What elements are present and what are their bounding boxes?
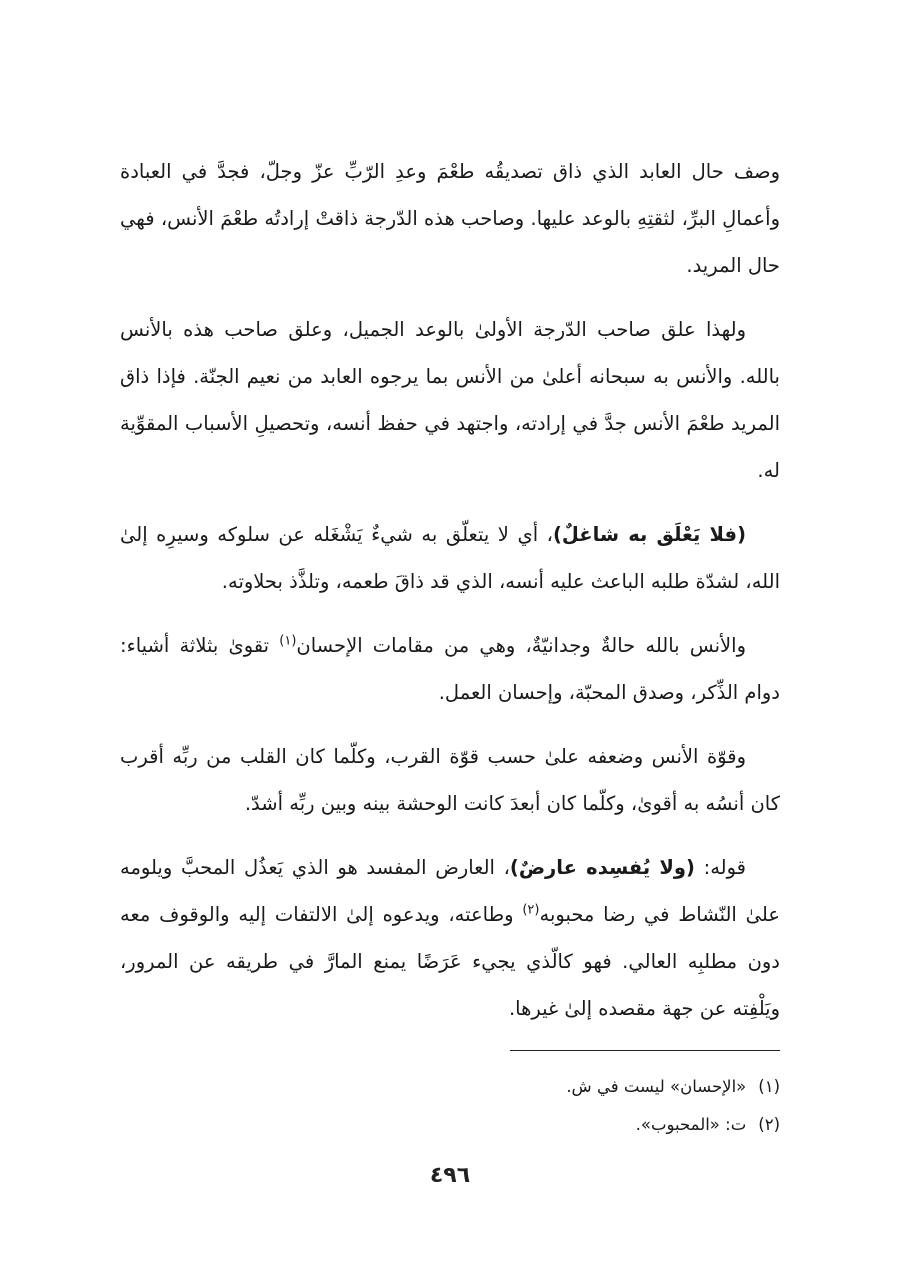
- paragraph-6-intro: قوله:: [694, 856, 746, 879]
- footnotes: [120, 1068, 780, 1144]
- quoted-phrase-no-corruption: (ولا يُفسِده عارضٌ): [509, 856, 695, 879]
- footnote-1: [120, 1068, 780, 1106]
- footnote-2: [120, 1106, 780, 1144]
- paragraph-5-text: وقوّة الأنس وضعفه علىٰ حسب قوّة القرب، وكلّما كان القلب من ربِّه أقرب كان أنسُه به أقوىٰ، وكلّما كان أبعدَ كانت الوحشة بينه وبين ربِّه أشدّ.: [120, 745, 780, 815]
- paragraph-5: [120, 733, 780, 827]
- paragraph-6: [120, 844, 780, 1032]
- footnote-2-text: ت: «المحبوب».: [635, 1115, 747, 1134]
- quoted-phrase-no-distraction: (فلا يَعْلَق به شاغلٌ): [552, 523, 746, 546]
- footnote-1-number: (١): [758, 1077, 780, 1096]
- footnote-ref-2[interactable]: (٢): [522, 902, 540, 918]
- paragraph-6-text-b: وطاعته، ويدعوه إلىٰ الالتفات إليه والوقوف معه دون مطلبِه العالي. فهو كالّذي يجيء عَرَضًا يمنع المارَّ في طريقه عن المرور، ويَلْفِته عن جهة مقصده إلىٰ غيرها.: [120, 903, 780, 1020]
- paragraph-1: [120, 148, 780, 289]
- paragraph-2: [120, 306, 780, 494]
- paragraph-6-text-a: ، العارض المفسد هو الذي يَعذُل المحبَّ ويلومه علىٰ النّشاط في رضا محبوبه: [120, 856, 780, 926]
- page-body: [120, 148, 780, 1049]
- paragraph-3-text: ، أي لا يتعلّق به شيءٌ يَشْغَله عن سلوكه وسيرِه إلىٰ الله، لشدّة طلبه الباعث عليه أنسه، الذي قد ذاقَ طعمه، وتلذَّذ بحلاوته.: [120, 523, 780, 593]
- footnote-1-text: «الإحسان» ليست في ش.: [566, 1077, 747, 1096]
- paragraph-3: [120, 511, 780, 605]
- footnote-2-number: (٢): [758, 1115, 780, 1134]
- footnote-divider: [510, 1050, 780, 1051]
- page-number: ٤٩٦: [429, 1163, 471, 1188]
- paragraph-1-text: وصف حال العابد الذي ذاق تصديقُه طعْمَ وعدِ الرّبِّ عزّ وجلّ، فجدَّ في العبادة وأعمالِ البرِّ، لثقتِهِ بالوعد عليها. وصاحب هذه الدّرجة ذاقتْ إرادتُه طعْمَ الأنس، فهي حال المريد.: [120, 160, 780, 277]
- paragraph-4: [120, 622, 780, 716]
- paragraph-2-text: ولهذا علق صاحب الدّرجة الأولىٰ بالوعد الجميل، وعلق صاحب هذه بالأنس بالله. والأنس به سبحانه أعلىٰ من الأنس بما يرجوه العابد من نعيم الجنّة. فإذا ذاق المريد طعْمَ الأنس جدَّ في إرادته، واجتهد في حفظ أنسه، وتحصيلِ الأسباب المقوِّية له.: [120, 318, 780, 482]
- paragraph-4-text-a: والأنس بالله حالةٌ وجدانيّةٌ، وهي من مقامات الإحسان: [296, 634, 747, 657]
- paragraph-4-text-b: تقوىٰ بثلاثة أشياء: دوام الذِّكر، وصدق المحبّة، وإحسان العمل.: [120, 634, 780, 704]
- footnote-ref-1[interactable]: (١): [279, 633, 297, 649]
